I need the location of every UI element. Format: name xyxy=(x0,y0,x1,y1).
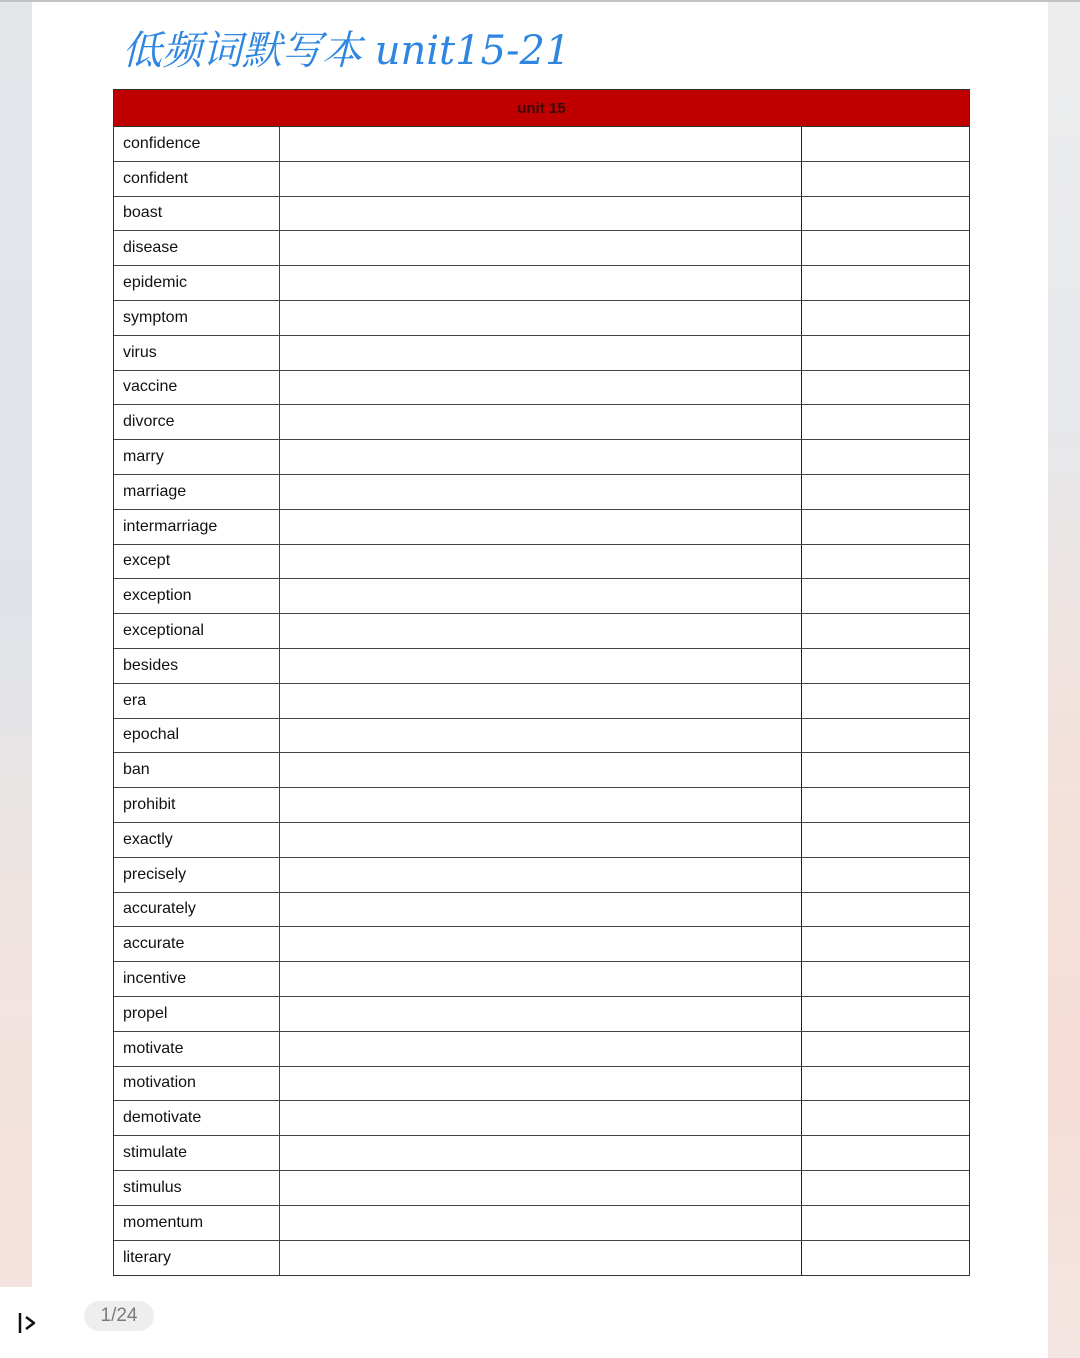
table-row xyxy=(114,1032,969,1067)
handwritten-title-text: 低频词默写本 unit15-21 xyxy=(122,28,571,74)
notes-cell xyxy=(802,962,969,996)
notes-cell xyxy=(802,579,969,613)
table-row xyxy=(114,231,969,266)
answer-cell xyxy=(280,336,802,370)
notes-cell xyxy=(802,1241,969,1276)
notes-cell xyxy=(802,858,969,892)
notes-cell xyxy=(802,266,969,300)
notes-cell xyxy=(802,440,969,474)
word-cell: besides xyxy=(114,649,280,683)
answer-cell xyxy=(280,684,802,718)
table-row xyxy=(114,962,969,997)
word-cell: literary xyxy=(114,1241,280,1276)
notes-cell xyxy=(802,684,969,718)
word-cell: momentum xyxy=(114,1206,280,1240)
table-row xyxy=(114,162,969,197)
table-row xyxy=(114,371,969,406)
notes-cell xyxy=(802,1067,969,1101)
notes-cell xyxy=(802,719,969,753)
table-row xyxy=(114,823,969,858)
word-cell: incentive xyxy=(114,962,280,996)
answer-cell xyxy=(280,371,802,405)
notes-cell xyxy=(802,997,969,1031)
answer-cell xyxy=(280,649,802,683)
notes-cell xyxy=(802,510,969,544)
answer-cell xyxy=(280,510,802,544)
table-row xyxy=(114,579,969,614)
word-cell: epochal xyxy=(114,719,280,753)
notes-cell xyxy=(802,127,969,161)
notes-cell xyxy=(802,162,969,196)
table-row xyxy=(114,753,969,788)
table-row xyxy=(114,266,969,301)
word-cell: exactly xyxy=(114,823,280,857)
word-cell: stimulus xyxy=(114,1171,280,1205)
word-cell: except xyxy=(114,545,280,579)
word-cell: accurately xyxy=(114,893,280,927)
table-row xyxy=(114,1136,969,1171)
table-row xyxy=(114,927,969,962)
notes-cell xyxy=(802,475,969,509)
answer-cell xyxy=(280,823,802,857)
word-cell: vaccine xyxy=(114,371,280,405)
word-cell: propel xyxy=(114,997,280,1031)
answer-cell xyxy=(280,858,802,892)
answer-cell xyxy=(280,927,802,961)
table-row xyxy=(114,1101,969,1136)
answer-cell xyxy=(280,1171,802,1205)
table-row xyxy=(114,1241,969,1276)
answer-cell xyxy=(280,1032,802,1066)
word-cell: exceptional xyxy=(114,614,280,648)
notes-cell xyxy=(802,1206,969,1240)
answer-cell xyxy=(280,301,802,335)
table-row xyxy=(114,440,969,475)
vocabulary-table xyxy=(113,89,970,1276)
table-row xyxy=(114,1171,969,1206)
word-cell: epidemic xyxy=(114,266,280,300)
word-cell: symptom xyxy=(114,301,280,335)
answer-cell xyxy=(280,997,802,1031)
word-cell: divorce xyxy=(114,405,280,439)
word-cell: motivation xyxy=(114,1067,280,1101)
table-row xyxy=(114,127,969,162)
notes-cell xyxy=(802,823,969,857)
table-row xyxy=(114,197,969,232)
word-cell: exception xyxy=(114,579,280,613)
answer-cell xyxy=(280,231,802,265)
handwritten-title xyxy=(118,18,588,80)
table-row xyxy=(114,719,969,754)
notes-cell xyxy=(802,649,969,683)
table-row xyxy=(114,301,969,336)
notes-cell xyxy=(802,1101,969,1135)
notes-cell xyxy=(802,371,969,405)
answer-cell xyxy=(280,440,802,474)
table-row xyxy=(114,649,969,684)
word-cell: confident xyxy=(114,162,280,196)
side-panel-toggle-button[interactable] xyxy=(0,1287,56,1358)
page-indicator: 1/24 xyxy=(84,1301,154,1331)
answer-cell xyxy=(280,614,802,648)
notes-cell xyxy=(802,788,969,822)
background-left-edge xyxy=(0,0,32,1358)
answer-cell xyxy=(280,719,802,753)
notes-cell xyxy=(802,1032,969,1066)
answer-cell xyxy=(280,893,802,927)
answer-cell xyxy=(280,1206,802,1240)
notes-cell xyxy=(802,231,969,265)
notes-cell xyxy=(802,927,969,961)
answer-cell xyxy=(280,962,802,996)
table-row xyxy=(114,405,969,440)
word-cell: boast xyxy=(114,197,280,231)
table-row xyxy=(114,788,969,823)
table-row xyxy=(114,614,969,649)
notes-cell xyxy=(802,614,969,648)
table-row xyxy=(114,684,969,719)
table-row xyxy=(114,475,969,510)
notes-cell xyxy=(802,336,969,370)
answer-cell xyxy=(280,1241,802,1276)
notes-cell xyxy=(802,405,969,439)
word-cell: precisely xyxy=(114,858,280,892)
answer-cell xyxy=(280,197,802,231)
word-cell: ban xyxy=(114,753,280,787)
notes-cell xyxy=(802,197,969,231)
word-cell: confidence xyxy=(114,127,280,161)
table-body xyxy=(114,127,969,1275)
answer-cell xyxy=(280,405,802,439)
notes-cell xyxy=(802,301,969,335)
background-right-edge xyxy=(1048,0,1080,1358)
notes-cell xyxy=(802,1171,969,1205)
answer-cell xyxy=(280,753,802,787)
answer-cell xyxy=(280,475,802,509)
table-row xyxy=(114,893,969,928)
word-cell: motivate xyxy=(114,1032,280,1066)
answer-cell xyxy=(280,579,802,613)
word-cell: stimulate xyxy=(114,1136,280,1170)
word-cell: era xyxy=(114,684,280,718)
notes-cell xyxy=(802,893,969,927)
answer-cell xyxy=(280,127,802,161)
word-cell: prohibit xyxy=(114,788,280,822)
table-row xyxy=(114,336,969,371)
notes-cell xyxy=(802,753,969,787)
table-row xyxy=(114,858,969,893)
word-cell: demotivate xyxy=(114,1101,280,1135)
table-row xyxy=(114,1206,969,1241)
word-cell: accurate xyxy=(114,927,280,961)
answer-cell xyxy=(280,266,802,300)
answer-cell xyxy=(280,162,802,196)
notes-cell xyxy=(802,1136,969,1170)
table-row xyxy=(114,1067,969,1102)
answer-cell xyxy=(280,1136,802,1170)
word-cell: marry xyxy=(114,440,280,474)
table-row xyxy=(114,997,969,1032)
table-row xyxy=(114,545,969,580)
answer-cell xyxy=(280,1101,802,1135)
expand-panel-icon xyxy=(17,1310,39,1336)
word-cell: intermarriage xyxy=(114,510,280,544)
word-cell: marriage xyxy=(114,475,280,509)
answer-cell xyxy=(280,788,802,822)
table-header: unit 15 xyxy=(114,90,969,127)
answer-cell xyxy=(280,1067,802,1101)
table-row xyxy=(114,510,969,545)
word-cell: virus xyxy=(114,336,280,370)
word-cell: disease xyxy=(114,231,280,265)
answer-cell xyxy=(280,545,802,579)
notes-cell xyxy=(802,545,969,579)
